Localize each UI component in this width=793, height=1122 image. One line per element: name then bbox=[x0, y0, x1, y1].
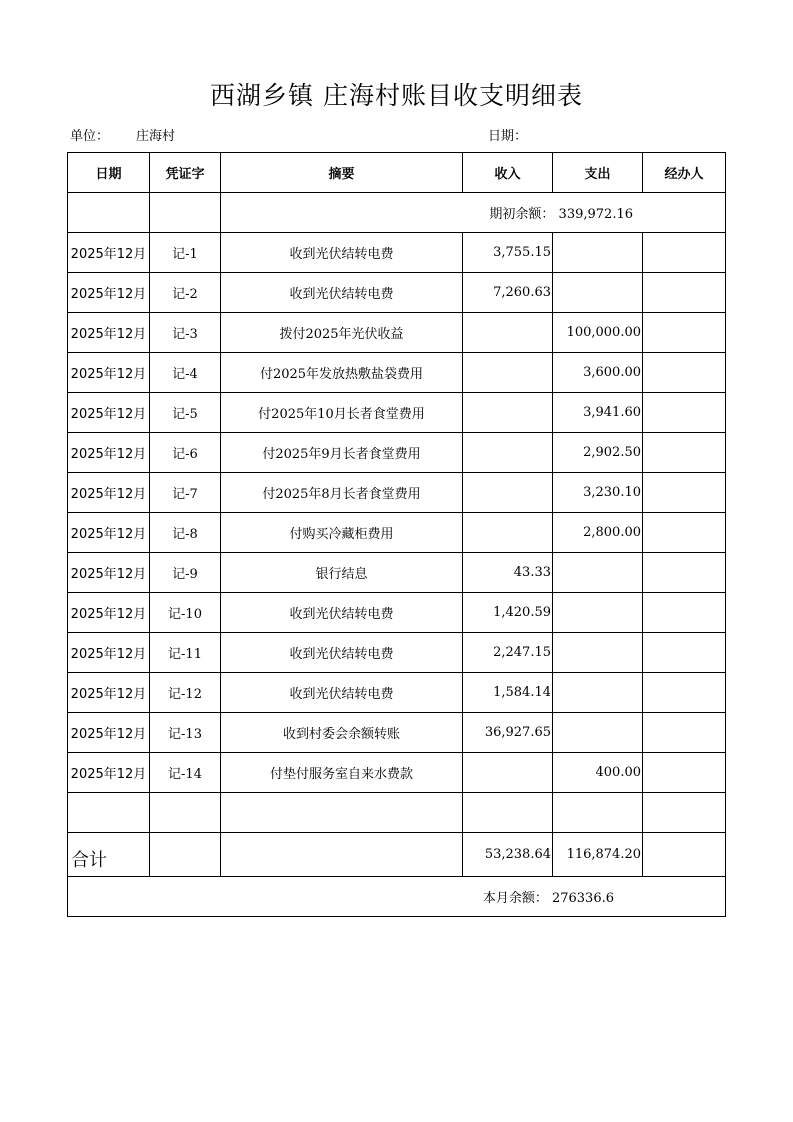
cell-expense: 2,902.50 bbox=[553, 433, 643, 473]
closing-balance-row bbox=[68, 877, 726, 917]
cell-expense bbox=[553, 593, 643, 633]
cell-date: 2025年12月 bbox=[68, 753, 150, 793]
totals-voucher bbox=[150, 833, 221, 877]
header-summary: 摘要 bbox=[221, 153, 463, 193]
cell-date: 2025年12月 bbox=[68, 393, 150, 433]
cell-handler bbox=[643, 713, 726, 753]
totals-income: 53,238.64 bbox=[463, 833, 553, 877]
cell-income: 7,260.63 bbox=[463, 273, 553, 313]
cell-date: 2025年12月 bbox=[68, 633, 150, 673]
table-row bbox=[68, 513, 726, 553]
header-expense: 支出 bbox=[553, 153, 643, 193]
table-row bbox=[68, 673, 726, 713]
cell-summary: 拨付2025年光伏收益 bbox=[221, 313, 463, 353]
unit-label: 单位： bbox=[70, 129, 110, 144]
cell-expense: 3,600.00 bbox=[553, 353, 643, 393]
cell-summary: 付2025年9月长者食堂费用 bbox=[221, 433, 463, 473]
header-row bbox=[68, 153, 726, 193]
table-row bbox=[68, 633, 726, 673]
cell-handler bbox=[643, 353, 726, 393]
opening-balance: 期初余额： 339,972.16 bbox=[221, 193, 726, 233]
totals-label: 合计 bbox=[68, 833, 150, 877]
cell-voucher: 记-7 bbox=[150, 473, 221, 513]
cell-voucher: 记-11 bbox=[150, 633, 221, 673]
cell-expense bbox=[553, 713, 643, 753]
cell-income: 1,584.14 bbox=[463, 673, 553, 713]
cell-handler bbox=[643, 593, 726, 633]
table-row bbox=[68, 273, 726, 313]
cell-income: 1,420.59 bbox=[463, 593, 553, 633]
cell-handler bbox=[643, 473, 726, 513]
cell-expense: 3,941.60 bbox=[553, 393, 643, 433]
cell-voucher: 记-3 bbox=[150, 313, 221, 353]
cell-expense: 3,230.10 bbox=[553, 473, 643, 513]
cell-voucher: 记-10 bbox=[150, 593, 221, 633]
cell-expense bbox=[553, 233, 643, 273]
cell-expense: 400.00 bbox=[553, 753, 643, 793]
cell-date: 2025年12月 bbox=[68, 473, 150, 513]
table-row bbox=[68, 753, 726, 793]
cell-handler bbox=[643, 553, 726, 593]
header-voucher: 凭证字 bbox=[150, 153, 221, 193]
cell-income bbox=[463, 473, 553, 513]
cell-date: 2025年12月 bbox=[68, 553, 150, 593]
cell-date: 2025年12月 bbox=[68, 273, 150, 313]
cell-handler bbox=[643, 273, 726, 313]
totals-handler bbox=[643, 833, 726, 877]
closing-balance: 本月余额： 276336.6 bbox=[68, 877, 726, 917]
cell-summary: 付2025年发放热敷盐袋费用 bbox=[221, 353, 463, 393]
cell-voucher: 记-1 bbox=[150, 233, 221, 273]
cell-handler bbox=[643, 673, 726, 713]
cell-income: 43.33 bbox=[463, 553, 553, 593]
table-row bbox=[68, 393, 726, 433]
empty-row bbox=[68, 793, 726, 833]
cell-income: 36,927.65 bbox=[463, 713, 553, 753]
cell-income bbox=[463, 313, 553, 353]
cell-expense: 100,000.00 bbox=[553, 313, 643, 353]
table-row bbox=[68, 553, 726, 593]
header-date: 日期 bbox=[68, 153, 150, 193]
cell-expense bbox=[553, 553, 643, 593]
cell-summary: 收到村委会余额转账 bbox=[221, 713, 463, 753]
cell-handler bbox=[643, 233, 726, 273]
cell-income bbox=[463, 353, 553, 393]
cell-expense bbox=[553, 673, 643, 713]
table-row bbox=[68, 593, 726, 633]
cell-expense bbox=[553, 273, 643, 313]
cell-income bbox=[463, 433, 553, 473]
cell-voucher: 记-14 bbox=[150, 753, 221, 793]
header-handler: 经办人 bbox=[643, 153, 726, 193]
unit-value: 庄海村 bbox=[136, 129, 176, 144]
cell-summary: 付2025年10月长者食堂费用 bbox=[221, 393, 463, 433]
cell-date: 2025年12月 bbox=[68, 713, 150, 753]
cell-summary: 付2025年8月长者食堂费用 bbox=[221, 473, 463, 513]
totals-summary bbox=[221, 833, 463, 877]
cell-voucher: 记-13 bbox=[150, 713, 221, 753]
cell-date: 2025年12月 bbox=[68, 313, 150, 353]
cell-date: 2025年12月 bbox=[68, 233, 150, 273]
cell-handler bbox=[643, 393, 726, 433]
cell-expense: 2,800.00 bbox=[553, 513, 643, 553]
cell-income bbox=[463, 753, 553, 793]
cell-handler bbox=[643, 313, 726, 353]
cell-summary: 收到光伏结转电费 bbox=[221, 673, 463, 713]
date-label: 日期： bbox=[488, 129, 528, 144]
cell-voucher: 记-2 bbox=[150, 273, 221, 313]
cell-handler bbox=[643, 513, 726, 553]
cell-income: 2,247.15 bbox=[463, 633, 553, 673]
cell-summary: 银行结息 bbox=[221, 553, 463, 593]
header-income: 收入 bbox=[463, 153, 553, 193]
cell-summary: 收到光伏结转电费 bbox=[221, 273, 463, 313]
cell-summary: 付垫付服务室自来水费款 bbox=[221, 753, 463, 793]
cell-date: 2025年12月 bbox=[68, 593, 150, 633]
cell-date: 2025年12月 bbox=[68, 513, 150, 553]
cell-summary: 收到光伏结转电费 bbox=[221, 633, 463, 673]
ledger-table bbox=[67, 152, 726, 917]
cell-voucher: 记-12 bbox=[150, 673, 221, 713]
totals-expense: 116,874.20 bbox=[553, 833, 643, 877]
cell-voucher: 记-8 bbox=[150, 513, 221, 553]
cell-date: 2025年12月 bbox=[68, 353, 150, 393]
page-title: 西湖乡镇 庄海村账目收支明细表 bbox=[210, 81, 583, 110]
table-row bbox=[68, 353, 726, 393]
cell-date: 2025年12月 bbox=[68, 433, 150, 473]
cell-handler bbox=[643, 753, 726, 793]
cell-summary: 付购买冷藏柜费用 bbox=[221, 513, 463, 553]
cell-expense bbox=[553, 633, 643, 673]
cell-income bbox=[463, 513, 553, 553]
table-row bbox=[68, 473, 726, 513]
cell-income: 3,755.15 bbox=[463, 233, 553, 273]
cell-voucher: 记-9 bbox=[150, 553, 221, 593]
table-row bbox=[68, 433, 726, 473]
cell-handler bbox=[643, 433, 726, 473]
table-row bbox=[68, 713, 726, 753]
cell-income bbox=[463, 393, 553, 433]
totals-row bbox=[68, 833, 726, 877]
cell-summary: 收到光伏结转电费 bbox=[221, 233, 463, 273]
cell-voucher: 记-4 bbox=[150, 353, 221, 393]
cell-handler bbox=[643, 633, 726, 673]
opening-balance-row bbox=[68, 193, 726, 233]
cell-voucher: 记-5 bbox=[150, 393, 221, 433]
table-row bbox=[68, 233, 726, 273]
cell-voucher: 记-6 bbox=[150, 433, 221, 473]
cell-summary: 收到光伏结转电费 bbox=[221, 593, 463, 633]
table-row bbox=[68, 313, 726, 353]
cell-date: 2025年12月 bbox=[68, 673, 150, 713]
